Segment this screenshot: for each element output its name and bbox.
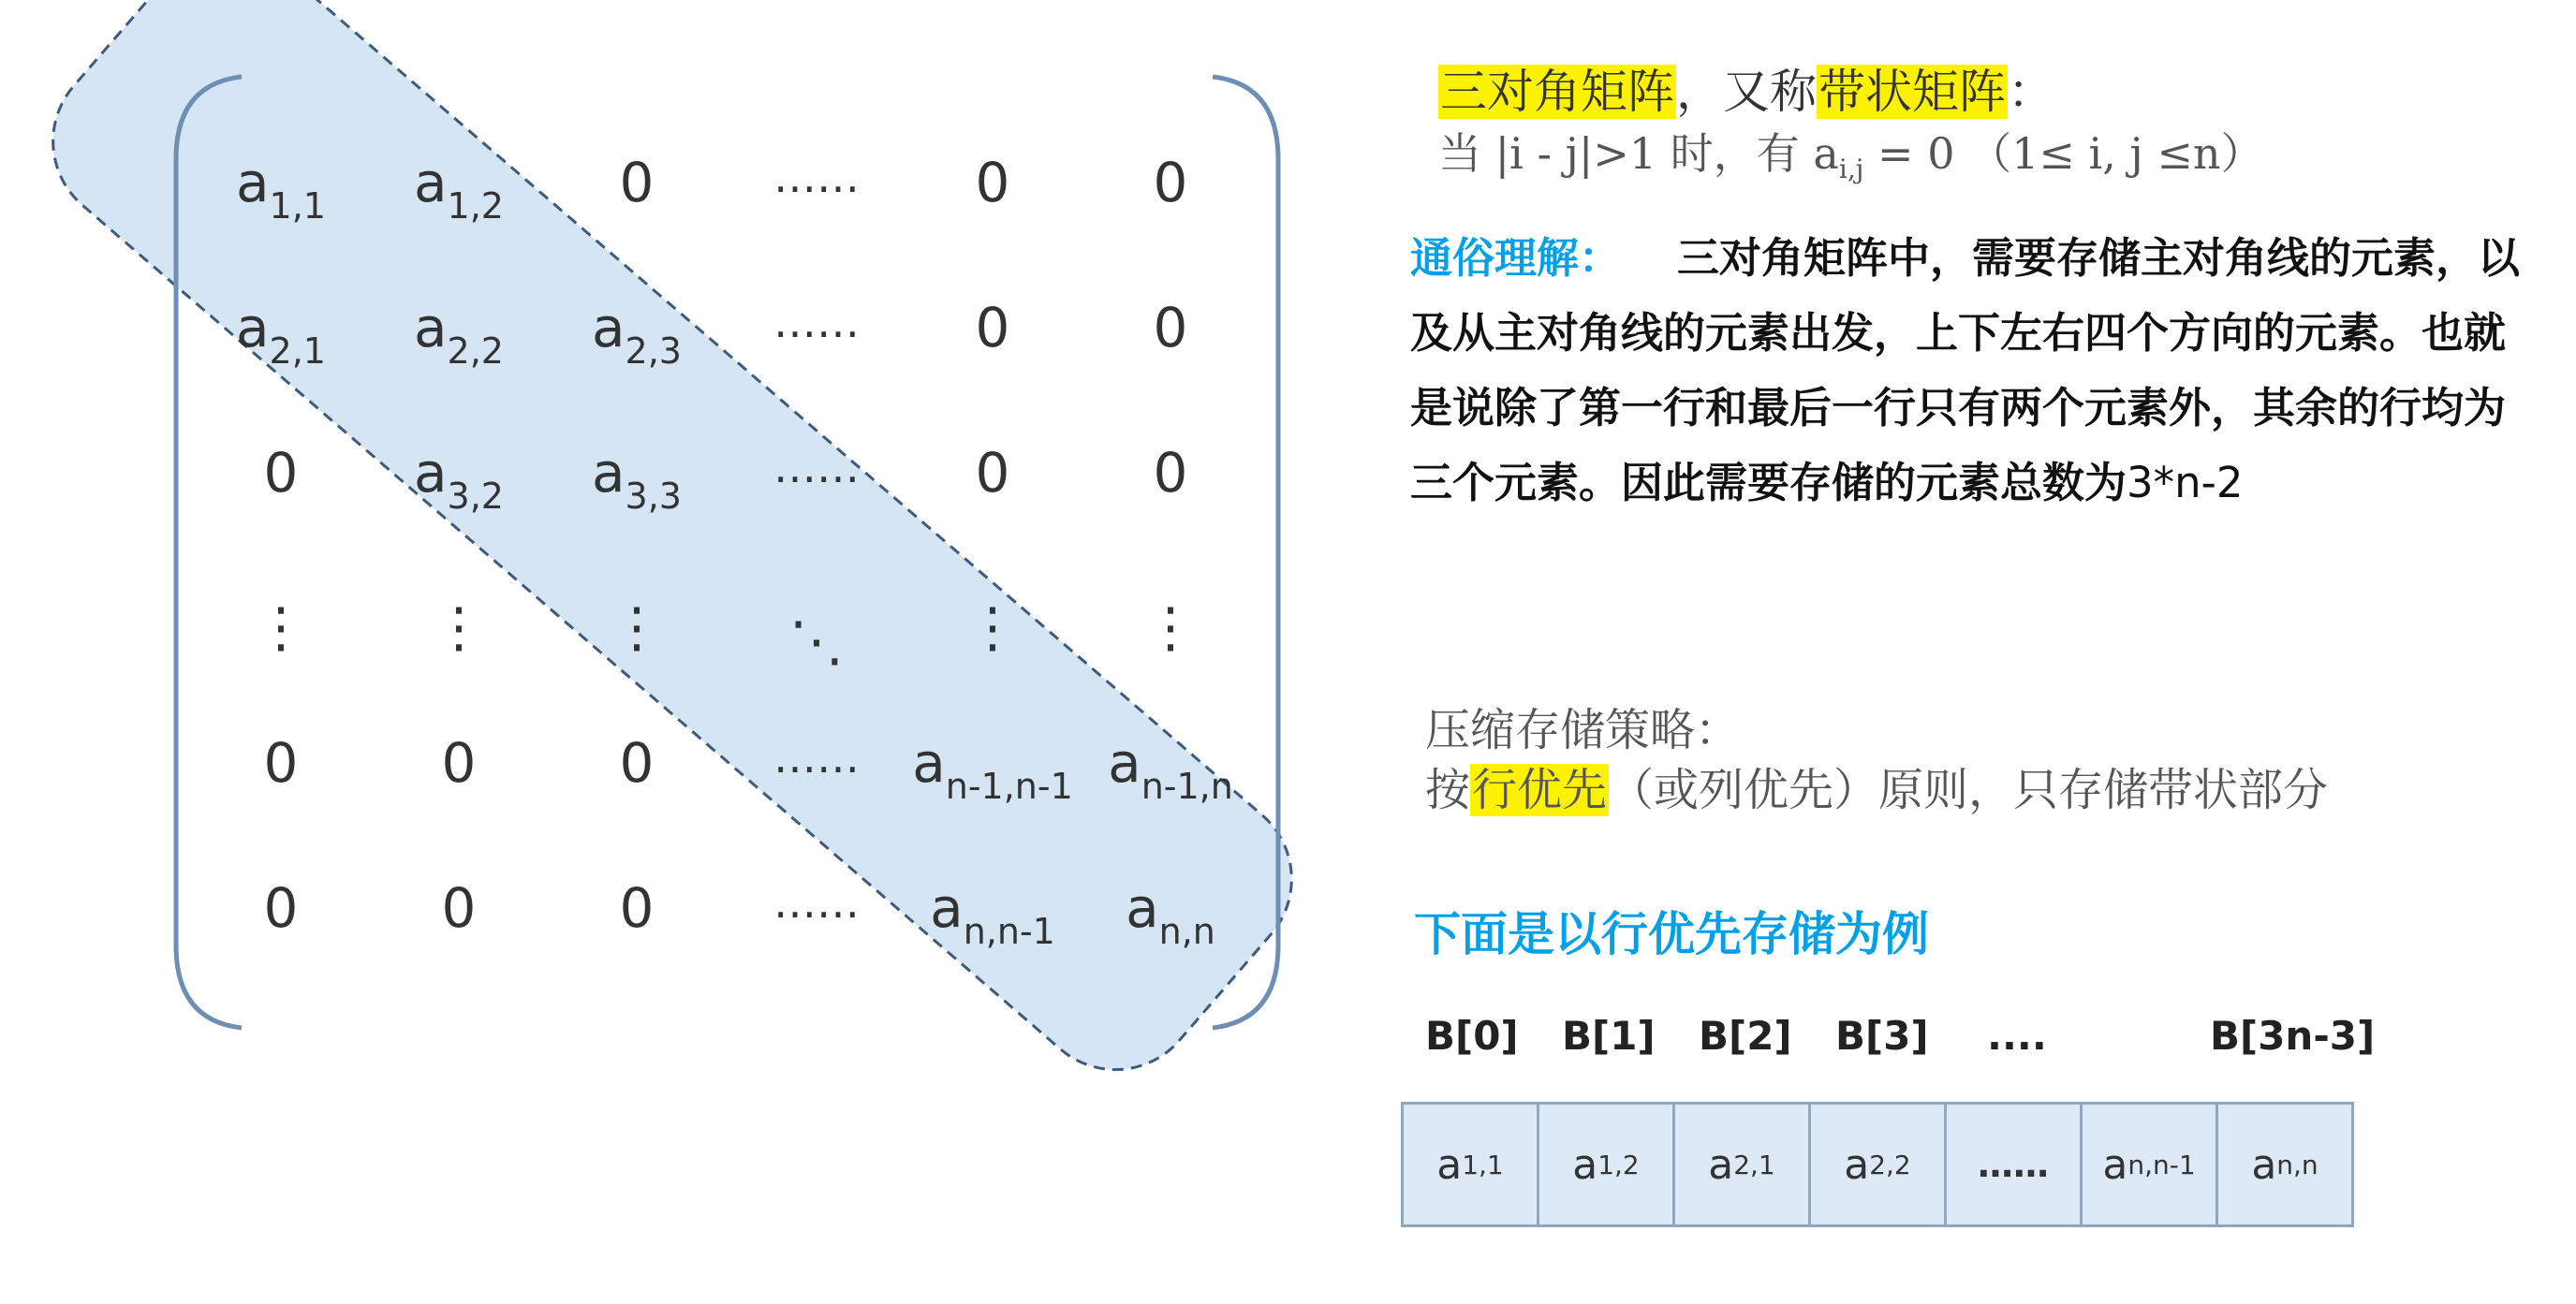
matrix-cell: $a_{2,1}$: [236, 296, 326, 372]
matrix-cell: 0: [441, 876, 477, 940]
title-tridiagonal: 三对角矩阵: [1440, 65, 1674, 119]
storage-cell: a 1,1: [1404, 1105, 1539, 1224]
matrix-cell: 0: [1153, 441, 1188, 505]
matrix-cell: 0: [1153, 296, 1188, 359]
index-label: B[2]: [1699, 1013, 1792, 1059]
storage-cell-ellipsis: ……: [1947, 1105, 2083, 1224]
matrix-cell: $a_{1,1}$: [236, 151, 326, 227]
matrix-cell: $a_{n,n}$: [1126, 876, 1215, 952]
matrix-cell: $a_{n-1,n}$: [1108, 731, 1233, 807]
matrix-cell: 0: [441, 731, 477, 795]
matrix-cell: $a_{2,3}$: [592, 296, 682, 372]
matrix-cell: $a_{n-1,n-1}$: [912, 731, 1073, 807]
storage-cell: a 1,2: [1539, 1105, 1675, 1224]
title-connector: ，又称: [1676, 65, 1817, 119]
index-label: B[3]: [1835, 1013, 1929, 1059]
index-ellipsis: ....: [1987, 1013, 2047, 1059]
matrix-cell: 0: [975, 441, 1010, 505]
matrix-cell: ……: [773, 877, 860, 928]
condition-line: [1438, 120, 2264, 184]
matrix-cell: $a_{3,3}$: [592, 441, 682, 517]
storage-array: [1401, 1102, 2354, 1227]
matrix-cell: ⋱: [789, 609, 844, 673]
matrix-cell: $a_{1,2}$: [414, 151, 504, 227]
matrix-cell: $a_{3,2}$: [414, 441, 504, 517]
matrix-cell: 0: [619, 151, 655, 214]
matrix-cell: ……: [773, 732, 860, 783]
matrix-cell: 0: [263, 731, 299, 795]
matrix-cell: 0: [975, 151, 1010, 214]
matrix-cell: ……: [773, 297, 860, 347]
title-colon: ：: [2008, 65, 2054, 119]
matrix-cell: ……: [773, 442, 860, 492]
matrix-cell: $a_{2,2}$: [414, 296, 504, 372]
storage-cell: a n,n-1: [2083, 1105, 2218, 1224]
matrix-cell: ⋮: [965, 595, 1020, 659]
matrix-cell: ⋮: [254, 595, 308, 659]
explanation-text: [1410, 221, 2534, 520]
index-label: B[0]: [1425, 1013, 1519, 1059]
condition-sub: i,j: [1838, 154, 1864, 184]
matrix-cell: 0: [263, 876, 299, 940]
example-title: 下面是以行优先存储为例: [1414, 907, 1929, 961]
index-label: B[1]: [1562, 1013, 1656, 1059]
strategy-post: （或列优先）原则，只存储带状部分: [1609, 764, 2329, 816]
strategy-row-major: 行优先: [1472, 764, 1608, 816]
explanation-lead: 通俗理解：: [1410, 233, 1622, 283]
index-label-last: B[3n-3]: [2210, 1013, 2376, 1059]
tridiagonal-matrix-diagram: [0, 0, 1358, 1123]
matrix-cell: 0: [619, 876, 655, 940]
matrix-cell: ⋮: [610, 595, 664, 659]
storage-cell: a 2,1: [1675, 1105, 1811, 1224]
matrix-cell: 0: [975, 296, 1010, 359]
compression-strategy: [1425, 700, 2328, 820]
matrix-cell: 0: [263, 441, 299, 505]
matrix-cell: 0: [619, 731, 655, 795]
condition-pre: 当 |i - j|>1 时，有 a: [1438, 128, 1839, 179]
storage-cell: a n,n: [2218, 1105, 2351, 1224]
explanation-body: 三对角矩阵中，需要存储主对角线的元素，以及从主对角线的元素出发，上下左右四个方向的元素。也就是说除了第一行和最后一行只有两个元素外，其余的行均为三个元素。因此需要存储的元素总数为: [1410, 233, 2521, 507]
matrix-cell: ⋮: [1143, 595, 1198, 659]
matrix-cell: $a_{n,n-1}$: [930, 876, 1055, 952]
title-band-matrix: 带状矩阵: [1818, 65, 2006, 119]
storage-cell: a 2,2: [1811, 1105, 1947, 1224]
matrix-cell: 0: [1153, 151, 1188, 214]
matrix-cell: ⋮: [432, 595, 486, 659]
explanation-count: 3*n-2: [2127, 458, 2244, 507]
strategy-heading: 压缩存储策略：: [1425, 704, 1741, 756]
title-line: [1438, 54, 2054, 122]
strategy-rule: [1425, 760, 2328, 820]
condition-post: = 0 （1≤ i, j ≤n）: [1863, 128, 2264, 179]
matrix-cell: ……: [773, 152, 860, 202]
strategy-pre: 按: [1425, 764, 1471, 816]
